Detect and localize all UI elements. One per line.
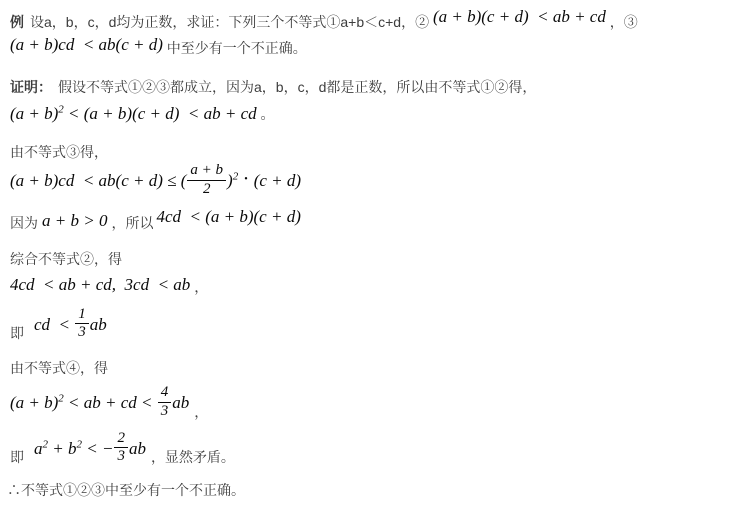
- trailing-comma: ，: [194, 403, 209, 420]
- proof-assumption-text: 假设不等式①②③都成立，因为a，b，c，d都是正数，所以由不等式①②得，: [58, 79, 537, 95]
- combine-step2-text: 综合不等式②，得: [10, 250, 122, 267]
- chain2-pre: (a + b)cd < ab(c + d) ≤ (: [10, 171, 187, 191]
- fraction-numerator: 1: [75, 307, 89, 325]
- chain2-post: (c + d): [253, 171, 302, 191]
- example-intro-text: 设a，b，c，d均为正数，求证：下列三个不等式①a+b＜c+d，②: [30, 14, 433, 30]
- fraction-a-plus-b-over-2: [187, 163, 226, 198]
- step4-intro-line: [10, 358, 740, 378]
- step3-intro-line: [10, 142, 740, 162]
- chain3-line: [10, 384, 740, 422]
- fraction-denominator: 3: [117, 448, 125, 465]
- final-b-exponent: 2: [76, 438, 82, 450]
- fraction-numerator: a + b: [187, 163, 226, 181]
- because-line: [10, 206, 740, 233]
- chain3-mid: < ab + cd <: [63, 393, 157, 413]
- multiplication-dot: •: [244, 174, 248, 186]
- combine-step2-line: [10, 249, 740, 269]
- chain3-exponent: 2: [58, 392, 64, 405]
- derive-line: [10, 274, 740, 297]
- chain1-line: [10, 104, 740, 124]
- fraction-numerator: 2: [114, 431, 128, 449]
- 4cd-inequality-formula: 4cd < (a + b)(c + d): [156, 206, 301, 226]
- fraction-two-thirds: [114, 431, 128, 466]
- final-a: a: [34, 438, 43, 458]
- cd-fraction-line: [10, 305, 740, 344]
- chain1-rest: < (a + b)(c + d) < ab + cd: [63, 104, 257, 123]
- final-plus-b: + b: [48, 438, 77, 458]
- example-outro-text: 中至少有一个不正确。: [162, 40, 307, 56]
- chain1-formula: [10, 104, 257, 124]
- chain1-exponent: 2: [58, 103, 64, 116]
- a-plus-b-positive-formula: a + b > 0: [42, 210, 108, 230]
- contradiction-text: ，显然矛盾。: [150, 449, 235, 465]
- derived-inequalities-formula: 4cd < ab + cd, 3cd < ab: [10, 274, 191, 294]
- conclusion-text: ∴不等式①②③中至少有一个不正确。: [7, 482, 245, 498]
- final-inequality-line: [10, 429, 740, 468]
- final-less-than: < −: [81, 438, 114, 458]
- namely-text: 即: [10, 449, 24, 465]
- fraction-four-thirds: [158, 385, 172, 420]
- step3-intro-text: 由不等式③得，: [10, 144, 108, 160]
- step4-intro-text: 由不等式④，得: [10, 360, 108, 376]
- inequality3-formula: (a + b)cd < ab(c + d): [10, 35, 163, 54]
- chain3-post: ab: [172, 393, 190, 413]
- chain1-period: 。: [256, 106, 275, 122]
- inequality2-formula: (a + b)(c + d) < ab + cd: [432, 7, 606, 26]
- fraction-numerator: 4: [158, 385, 172, 403]
- cd-fraction-formula: [34, 305, 107, 344]
- final-inequality-formula: [34, 429, 146, 468]
- example-separator-text: ，③: [605, 14, 638, 30]
- proof-intro-line: [10, 77, 740, 97]
- chain2-close-paren: ): [227, 171, 233, 191]
- example-statement-line2: [10, 35, 740, 58]
- namely-text: 即: [10, 325, 24, 341]
- example-statement-line1: [10, 7, 740, 32]
- chain1-base: (a + b): [10, 104, 59, 123]
- chain2-line: [10, 162, 740, 200]
- conclusion-line: [7, 480, 740, 500]
- final-post: ab: [128, 438, 146, 458]
- trailing-comma: ，: [190, 278, 209, 295]
- chain2-exponent: 2: [232, 170, 239, 183]
- example-label: 例: [10, 14, 24, 30]
- final-a-exponent: 2: [42, 438, 48, 450]
- fraction-denominator: 2: [202, 180, 211, 197]
- because-text: 因为: [10, 214, 38, 231]
- chain3-formula: [10, 384, 190, 422]
- fraction-denominator: 3: [160, 402, 169, 419]
- chain2-formula: [10, 162, 302, 200]
- fraction-one-third: [75, 307, 89, 342]
- fraction-denominator: 3: [78, 324, 86, 341]
- proof-label: 证明：: [10, 79, 52, 95]
- cd-post: ab: [89, 314, 107, 334]
- chain3-base: (a + b): [10, 393, 59, 413]
- cd-pre: cd <: [34, 314, 75, 334]
- so-text: ，所以: [111, 214, 154, 231]
